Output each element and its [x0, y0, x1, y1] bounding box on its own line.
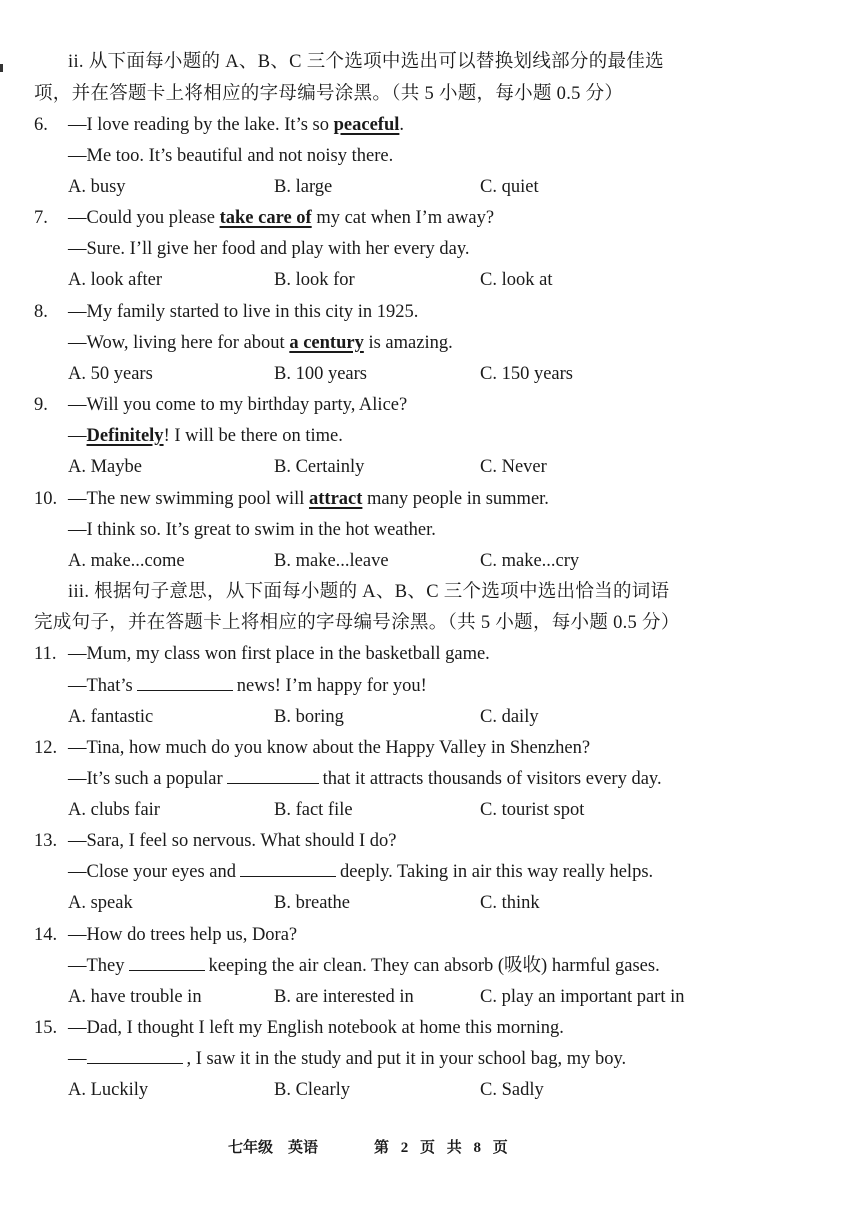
option-b: B. fact file [274, 800, 353, 820]
option-a: A. 50 years [68, 364, 153, 384]
option-a: A. make...come [68, 551, 185, 571]
answer-blank [137, 674, 233, 691]
option-c: C. tourist spot [480, 800, 585, 820]
underlined-phrase: peaceful [333, 115, 400, 135]
option-b: B. look for [274, 270, 355, 290]
section-iii-instruction-line1: iii. 根据句子意思，从下面每小题的 A、B、C 三个选项中选出恰当的词语 [68, 582, 670, 602]
option-c: C. Never [480, 457, 547, 477]
option-a: A. speak [68, 893, 133, 913]
option-b: B. Clearly [274, 1080, 351, 1100]
question-number: 12. [34, 738, 58, 758]
option-c: C. 150 years [480, 364, 573, 384]
question-number: 15. [34, 1018, 58, 1038]
option-a: A. look after [68, 270, 163, 290]
answer-blank [227, 767, 319, 784]
exam-page: ii. 从下面每小题的 A、B、C 三个选项中选出可以替换划线部分的最佳选 项，并在答题卡上将相应的字母编号涂黑。（共 5 小题，每小题 0.5 分） 6. —I love reading by the lake. It’s so peaceful. —Me too. It’s beautiful and not noisy there. A. busy B. large C. quiet 7. —Could you please take care of my cat when I’m away? —Sure. I’ll give her food and play with her every day. A. look after B. look for C. look at 8. —My family started to live in this city in 1925. —Wow, living here for about a century is amazing. A. 50 years B. 100 years C. 150 years 9. —Will you come to my birthday party, Alice? —Definitely! I will be there on time. A. Maybe B. Certainly C. Never 10. —The new swimming pool will attract many people in summer. —I think so. It’s great to swim in the hot weather. A. make...come B. make...leave C. make...cry iii. 根据句子意思，从下面每小题的 A、B、C 三个选项中选出恰当的词语 完成句子，并在答题卡上将相应的字母编号涂黑。（共 5 小题，每小题 0.5 分） 11. —Mum, my class won first place in the basketball game. —That’s news! I’m happy for you! A. fantastic B. boring C. daily 12. —Tina, how much do you know about the Happy Valley in Shenzhen? —It’s such a popular that it attracts thousands of visitors every day. A. clubs fair B. fact file C. tourist spot 13. —Sara, I feel so nervous. What should I do? —Close your eyes and deeply. Taking in air this way really helps. A. speak B. breathe C. think 14. —How do trees help us, Dora? —They keeping the air clean. They can absorb (吸收) harmful gases. A. have trouble in B. are interested in C. play an important part in 15. —Dad, I thought I left my English notebook at home this morning. — , I saw it in the study and put it in your school bag, my boy. A. Luckily B. Clearly C. Sadly 七年级 英语 第 2 页 共 8 页 [0, 0, 867, 1228]
underlined-phrase: take care of [219, 208, 312, 228]
option-a: A. fantastic [68, 707, 154, 727]
grade-subject: 七年级 英语 [228, 1140, 319, 1156]
option-a: A. busy [68, 177, 126, 197]
option-b: B. boring [274, 707, 344, 727]
option-a: A. have trouble in [68, 987, 202, 1007]
page-number: 第 2 页 共 8 页 [374, 1140, 512, 1156]
underlined-phrase: Definitely [86, 426, 164, 446]
option-b: B. breathe [274, 893, 351, 913]
option-a: A. clubs fair [68, 800, 160, 820]
answer-blank [240, 860, 336, 877]
question-number: 9. [34, 395, 48, 415]
option-b: B. are interested in [274, 987, 414, 1007]
option-b: B. large [274, 177, 333, 197]
option-c: C. daily [480, 707, 539, 727]
option-c: C. play an important part in [480, 987, 685, 1007]
option-b: B. make...leave [274, 551, 389, 571]
underlined-phrase: attract [309, 489, 363, 509]
scan-edge-mark [0, 64, 3, 72]
section-ii-instruction-line2: 项，并在答题卡上将相应的字母编号涂黑。（共 5 小题，每小题 0.5 分） [34, 84, 624, 104]
question-number: 14. [34, 925, 58, 945]
question-number: 13. [34, 831, 58, 851]
question-number: 10. [34, 489, 58, 509]
option-a: A. Maybe [68, 457, 142, 477]
option-b: B. 100 years [274, 364, 367, 384]
option-c: C. quiet [480, 177, 539, 197]
option-c: C. think [480, 893, 540, 913]
option-c: C. Sadly [480, 1080, 544, 1100]
question-number: 7. [34, 208, 48, 228]
underlined-phrase: a century [289, 333, 364, 353]
option-c: C. look at [480, 270, 553, 290]
question-number: 8. [34, 302, 48, 322]
question-number: 6. [34, 115, 48, 135]
answer-blank [87, 1047, 183, 1064]
option-a: A. Luckily [68, 1080, 149, 1100]
section-ii-instruction-line1: ii. 从下面每小题的 A、B、C 三个选项中选出可以替换划线部分的最佳选 [68, 52, 664, 72]
option-b: B. Certainly [274, 457, 365, 477]
option-c: C. make...cry [480, 551, 580, 571]
question-number: 11. [34, 644, 57, 664]
answer-blank [129, 954, 205, 971]
section-iii-instruction-line2: 完成句子，并在答题卡上将相应的字母编号涂黑。（共 5 小题，每小题 0.5 分） [34, 613, 680, 633]
